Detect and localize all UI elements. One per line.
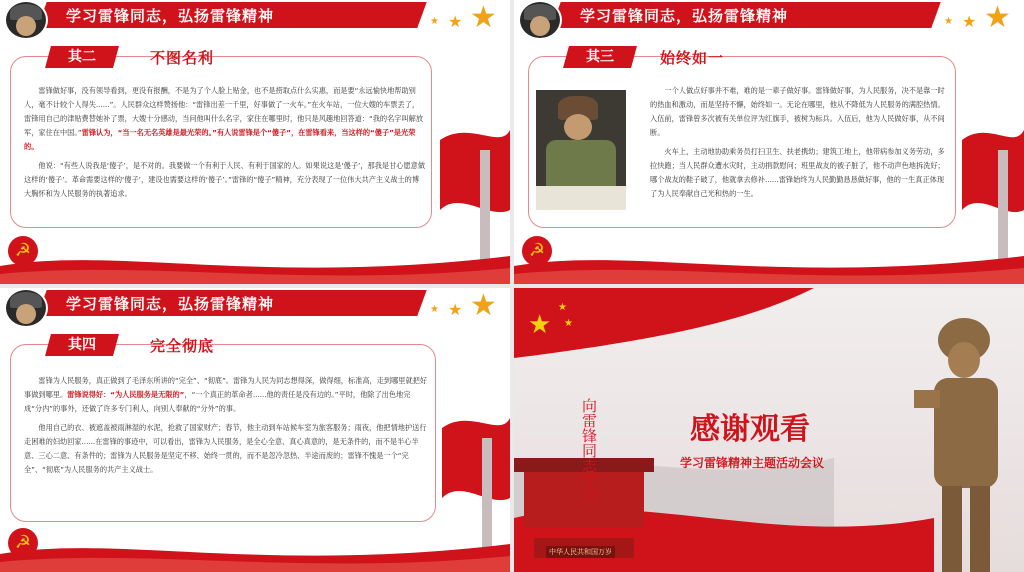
star-icon: ★ — [430, 304, 439, 315]
portrait-avatar — [4, 288, 48, 328]
section-tag: 其四 — [45, 334, 119, 356]
section-tag: 其二 — [45, 46, 119, 68]
star-icon: ★ — [470, 288, 497, 323]
paragraph: 他说：“有些人说我是‘傻子’，是不对的。我要做一个有利于人民、有利于国家的人。如果说这是‘傻子’，那我是甘心愿意做这样的‘傻子’。革命需要这样的‘傻子’，建设也需要这样的‘傻子’。”雷锋的“傻子”精神，充分表现了一位伟大共产主义战士的博大胸怀和为人民服务的执著追求。 — [24, 161, 426, 198]
highlight-text: 雷锋说得好：“为人民服务是无限的” — [67, 390, 185, 399]
star-icon: ★ — [430, 16, 439, 27]
red-ribbon-decoration — [0, 524, 510, 572]
lei-feng-photo — [536, 90, 626, 210]
calligraphy-text: 向雷锋同志学习 — [580, 398, 598, 503]
party-emblem-icon: ☭ — [522, 236, 552, 266]
star-icon: ★ — [564, 318, 573, 329]
paragraph: 一个人做点好事并不难，难的是一辈子做好事。雷锋做好事，为人民服务，决不是靠一时的热血和激动，而是坚持不懈，始终如一。无论在哪里，他从不降低为人民服务的满腔热情。入伍前，雷锋曾多次被有关单位评为红旗手，被树为标兵。入伍后，他为人民做好事，从不间断。 — [650, 86, 945, 137]
star-icon: ★ — [448, 300, 463, 319]
star-icon: ★ — [528, 310, 552, 340]
header-title: 学习雷锋同志，弘扬雷锋精神 — [580, 7, 789, 25]
star-icon: ★ — [984, 0, 1011, 35]
paragraph: 火车上，主动地协助乘务员打扫卫生、扶老携幼；建筑工地上，他带病参加义务劳动，多拉快跑；当人民群众遭水灾时，主动捐款慰问；班里战友的被子脏了，他不动声色地拆洗好；哪个战友的鞋子破了，他就拿去修补......雷锋始终为人民勤勤恳恳做好事，他的一生真正体现了为人民奉献自己光和热的一生。 — [650, 147, 945, 198]
paragraph: 雷锋做好事，没有领导看到，更没有报酬，不是为了个人脸上贴金，也不是捞取点什么实惠，而是要“永远愉快地帮助别人，毫不计较个人得失......”。人民群众这样赞扬他：“雷锋出差一千里，好事做了一火车。”在火车站，一位大嫂的车票丢了，雷锋用自己的津贴费替她补了票，大嫂十分感动，当问他叫什么名字，家住在哪里时，他只是风趣地回答道：“我的名字叫解放军，家住在中国。” — [24, 86, 424, 137]
star-icon: ★ — [944, 16, 953, 27]
section-tag: 其三 — [563, 46, 637, 68]
section-heading: 始终如一 — [660, 49, 725, 67]
portrait-avatar — [4, 0, 48, 40]
header-title: 学习雷锋同志，弘扬雷锋精神 — [66, 7, 275, 25]
paragraph: 雷锋为人民服务，真正做到了毛泽东所讲的“完全”、“彻底”。雷锋为人民为同志想得深，做得细，标准高，走到哪里就把好事做到哪里。 — [24, 376, 428, 399]
body-text — [24, 84, 426, 206]
star-icon: ★ — [448, 12, 463, 31]
paragraph: 他用自己的衣、被遮盖被雨淋湿的水泥，抢救了国家财产；春节，他主动到车站候车室为旅客服务；雨夜，他把情地护送行走困难的妇幼回家......在雷锋的事迹中，可以看出，雷锋为人民服务，是全心全意、真心真意的，是无条件的，而不是半心半意、三心二意、有条件的；雷锋为人民服务是坚定不移、始终一贯的，而不是忽冷忽热、半途而废的；雷锋不愧是一个“完全”、“彻底”为人民服务的共产主义战士。 — [24, 423, 427, 474]
section-heading: 完全彻底 — [150, 337, 215, 355]
slide-3[interactable] — [0, 288, 510, 572]
lei-feng-statue — [894, 300, 1024, 572]
red-ribbon-decoration — [514, 236, 1024, 284]
highlight-text: 雷锋认为，“当一名无名英雄是最光荣的。”有人说雷锋是个“傻子”，在雷锋看来，当这样的“傻子”是光荣的。 — [24, 128, 416, 151]
star-icon: ★ — [962, 12, 977, 31]
thanks-title: 感谢观看 — [690, 412, 810, 447]
star-icon: ★ — [470, 0, 497, 35]
header-title: 学习雷锋同志，弘扬雷锋精神 — [66, 295, 275, 313]
subtitle: 学习雷锋精神主题活动会议 — [680, 456, 825, 470]
slide-1[interactable] — [0, 0, 510, 284]
portrait-avatar — [518, 0, 562, 40]
body-text — [650, 84, 946, 206]
paragraph: ，“一个真正的革命者......他的责任是没有边的。”平时，他除了出色地完成“分内”的事外，还做了许多专门利人，向别人奉献的“分外”的事。 — [24, 390, 411, 413]
party-emblem-icon: ☭ — [8, 236, 38, 266]
slide-2[interactable] — [514, 0, 1024, 284]
body-text — [24, 374, 428, 482]
section-heading: 不图名利 — [150, 49, 215, 67]
gate-sign: 中华人民共和国万岁 — [546, 546, 615, 558]
party-emblem-icon: ☭ — [8, 528, 38, 558]
slide-4[interactable] — [514, 288, 1024, 572]
star-icon: ★ — [558, 302, 567, 313]
red-ribbon-decoration — [0, 236, 510, 284]
